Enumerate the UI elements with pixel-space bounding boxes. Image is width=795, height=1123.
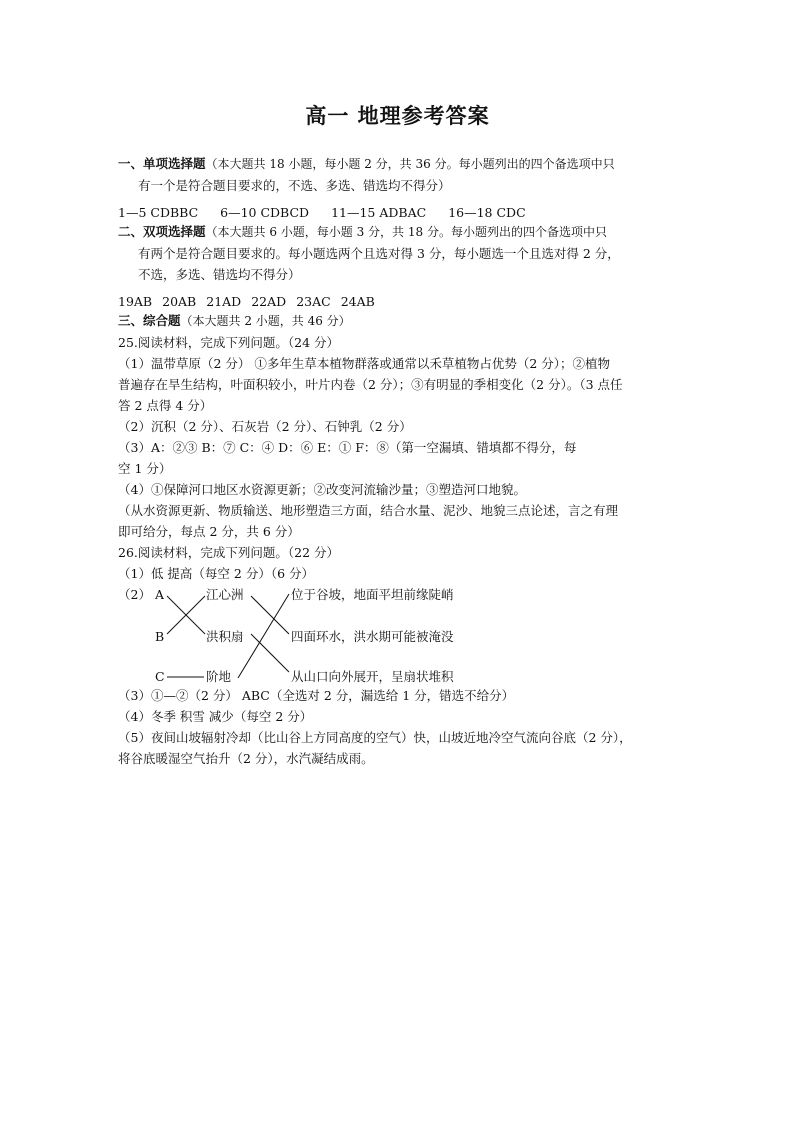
- q25-line-5: （3）A：②③ B：⑦ C：④ D：⑥ E：① F：⑧（第一空漏填、错填都不得分，每: [118, 440, 577, 455]
- q26-match-prefix: （2）: [118, 587, 151, 602]
- match-mid-2: 洪积扇: [206, 629, 244, 644]
- q25-line-3: 答 2 点得 4 分）: [118, 398, 213, 413]
- match-left-a: A: [155, 587, 165, 602]
- q26-line-1: （1）低 提高（每空 2 分）（6 分）: [118, 566, 315, 581]
- answer-24: 24AB: [340, 294, 375, 309]
- page-title: 高一 地理参考答案: [305, 103, 490, 128]
- match-right-2: 四面环水，洪水期可能被淹没: [291, 629, 454, 644]
- line-a-to-hongjishan: [167, 596, 205, 634]
- answer-19: 19AB: [118, 294, 153, 309]
- line-b-to-jiangxinzhou: [167, 596, 205, 634]
- section-2-answers: [118, 294, 678, 310]
- q25-line-4: （2）沉积（2 分）、石灰岩（2 分）、石钟乳（2 分）: [118, 419, 412, 434]
- q25-line-7: （4）①保障河口地区水资源更新；②改变河流输沙量；③塑造河口地貌。: [118, 482, 526, 497]
- q25-line-6: 空 1 分）: [118, 461, 172, 476]
- section-1-heading-line: [118, 156, 678, 172]
- line-hongjishan-to-right-3: [251, 634, 289, 672]
- section-1-heading: 一、单项选择题: [118, 156, 206, 171]
- match-right-1: 位于谷坡，地面平坦前缘陡峭: [291, 587, 454, 602]
- section-1-note-b: 有一个是符合题目要求的，不选、多选、错选均不得分）: [138, 178, 451, 193]
- line-jiedi-to-right-1: [238, 594, 289, 678]
- section-3-note: （本大题共 2 小题，共 46 分）: [180, 314, 351, 328]
- q26-line-6: 将谷底暖湿空气抬升（2 分），水汽凝结成雨。: [118, 751, 374, 766]
- answer-group-1: 1—5 CDBBC: [118, 205, 199, 220]
- section-2-heading-line: [118, 224, 678, 240]
- answer-group-3: 11—15 ADBAC: [331, 205, 427, 220]
- answer-23: 23AC: [296, 294, 331, 309]
- section-3-heading-line: [118, 313, 678, 329]
- section-1-answers: [118, 205, 678, 221]
- match-left-c: C: [155, 669, 165, 684]
- line-jiangxinzhou-to-right-2: [251, 596, 289, 634]
- section-3-heading: 三、综合题: [118, 313, 181, 328]
- section-2-heading: 二、双项选择题: [118, 224, 206, 239]
- answer-group-2: 6—10 CDBCD: [220, 205, 310, 220]
- answer-20: 20AB: [162, 294, 197, 309]
- section-2-note-b: 有两个是符合题目要求的。每小题选两个且选对得 3 分，每小题选一个且选对得 2 分，: [138, 246, 620, 261]
- section-1-note-a: （本大题共 18 小题，每小题 2 分，共 36 分。每小题列出的四个备选项中只: [205, 157, 615, 171]
- answer-group-4: 16—18 CDC: [448, 205, 526, 220]
- q25-line-8: （从水资源更新、物质输送、地形塑造三方面，结合水量、泥沙、地貌三点论述，言之有理: [118, 503, 619, 518]
- q25-line-1: （1）温带草原（2 分） ①多年生草本植物群落或通常以禾草植物占优势（2 分）；②植物: [118, 356, 611, 371]
- q26-line-4: （4）冬季 积雪 减少（每空 2 分）: [118, 709, 313, 724]
- q25-line-2: 普遍存在旱生结构，叶面积较小，叶片内卷（2 分）；③有明显的季相变化（2 分）。（3 点任: [118, 377, 623, 392]
- answer-21: 21AD: [206, 294, 242, 309]
- q25-heading: 25.阅读材料，完成下列问题。（24 分）: [118, 335, 340, 350]
- match-mid-1: 江心洲: [206, 587, 244, 602]
- section-2-note-a: （本大题共 6 小题，每小题 3 分，共 18 分。每小题列出的四个备选项中只: [205, 225, 607, 239]
- q25-line-9: 即可给分，每点 2 分，共 6 分）: [118, 524, 300, 539]
- section-2-note-c: 不选，多选、错选均不得分）: [138, 267, 301, 282]
- q26-line-5: （5）夜间山坡辐射冷却（比山谷上方同高度的空气）快，山坡近地冷空气流向谷底（2 分），: [118, 730, 632, 745]
- match-left-b: B: [155, 629, 165, 644]
- q26-line-3: （3）①—②（2 分） ABC（全选对 2 分，漏选给 1 分，错选不给分）: [118, 688, 515, 703]
- match-mid-3: 阶地: [206, 669, 232, 684]
- q26-heading: 26.阅读材料，完成下列问题。（22 分）: [118, 545, 340, 560]
- answer-22: 22AD: [251, 294, 287, 309]
- match-right-3: 从山口向外展开，呈扇状堆积: [291, 669, 454, 684]
